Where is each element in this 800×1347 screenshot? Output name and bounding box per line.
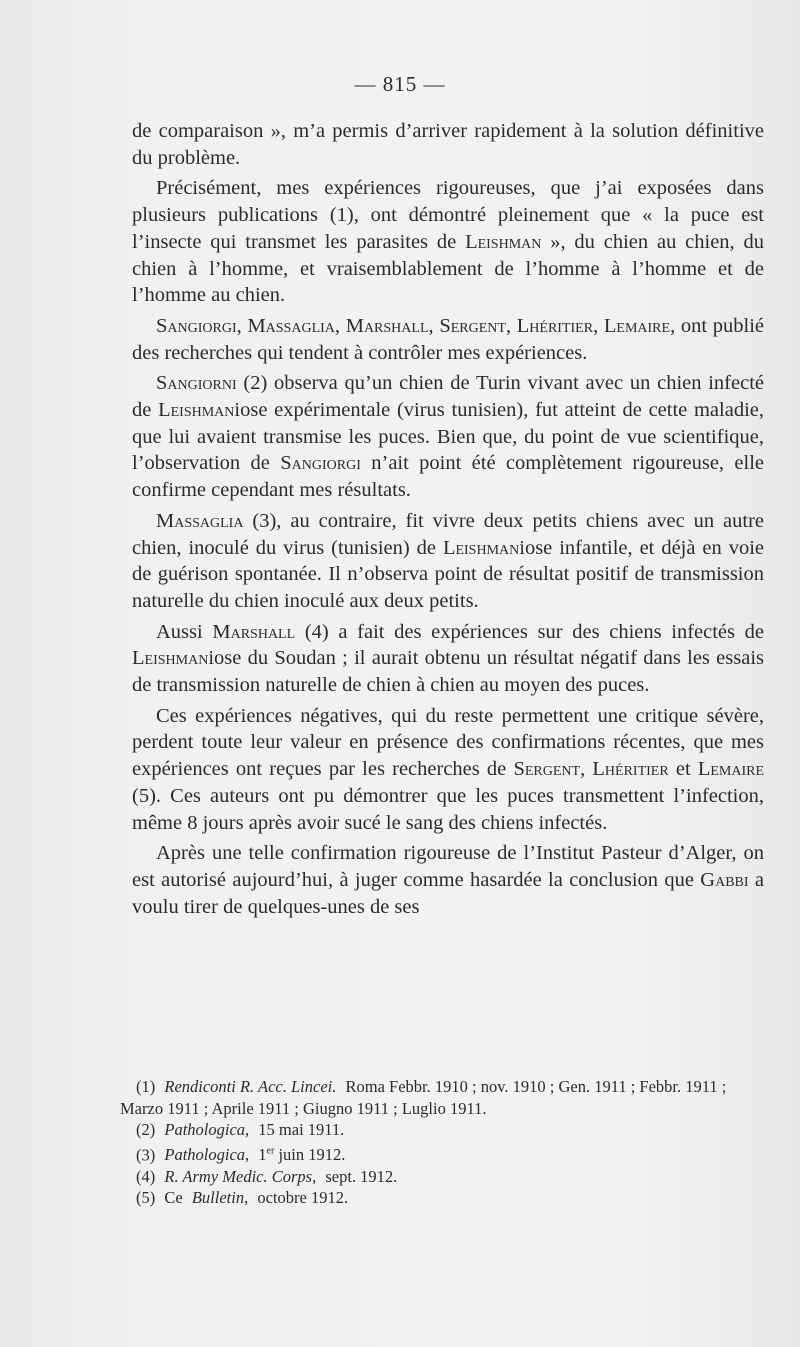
footnote-source: Pathologica, bbox=[164, 1120, 250, 1139]
footnote-number: (4) bbox=[136, 1166, 156, 1186]
footnote-source: R. Army Medic. Corps, bbox=[164, 1166, 317, 1186]
footnote-detail: sept. 1912. bbox=[325, 1166, 398, 1186]
body-text bbox=[132, 118, 764, 920]
paragraph: de comparaison », m’a permis d’arriver rapidement à la solution définitive du problème. bbox=[132, 120, 764, 169]
footnote bbox=[120, 1076, 765, 1119]
footnote-number: (5) bbox=[136, 1188, 156, 1207]
footnote-detail: 15 mai 1911. bbox=[258, 1120, 345, 1139]
footnote bbox=[120, 1187, 765, 1209]
footnote-detail: Roma Febbr. 1910 ; nov. 1910 ; Gen. 1911 ; Febbr. 1911 ; Marzo 1911 ; Aprile 1911 ; Giugno 1911 ; Luglio 1911. bbox=[120, 1077, 727, 1118]
footnote bbox=[120, 1166, 765, 1188]
paragraph: Précisément, mes expériences rigoureuses, que j’ai exposées dans plusieurs publications (1), ont démontré pleinement que « la puce est l’insecte qui transmet les parasites de Leishman », du chien au chien, du chien à l’homme, et vraisemblablement de l’homme à l’homme et de l’homme au chien. bbox=[132, 177, 764, 307]
footnote-source: Pathologica, bbox=[164, 1145, 250, 1164]
page-number: — 815 — bbox=[354, 72, 446, 96]
footnote-detail: 1er juin 1912. bbox=[258, 1145, 346, 1164]
footnote-number: (3) bbox=[136, 1145, 156, 1164]
paragraph: Après une telle confirmation rigoureuse de l’Institut Pasteur d’Alger, on est autorisé aujourd’hui, à juger comme hasardée la conclusion que Gabbi a voulu tirer de quelques-unes de ses bbox=[132, 842, 764, 918]
paragraph: Massaglia (3), au contraire, fit vivre deux petits chiens avec un autre chien, inoculé du virus (tunisien) de Leishmaniose infantile, et déjà en voie de guérison spontanée. Il n’observa point de résultat positif de transmission naturelle du chien inoculé aux deux petits. bbox=[132, 509, 764, 612]
paragraph: Ces expériences négatives, qui du reste permettent une critique sévère, perdent toute leur valeur en présence des confirmations récentes, que mes expériences ont reçues par les recherches de Sergent, Lhéritier et Lemaire (5). Ces auteurs ont pu démontrer que les puces transmettent l’infection, même 8 jours après avoir sucé le sang des chiens infectés. bbox=[132, 704, 765, 834]
footnote-source: Bulletin, bbox=[191, 1188, 249, 1207]
footnote-source: Rendiconti R. Acc. Lincei. bbox=[164, 1077, 337, 1096]
footnote-number: (1) bbox=[136, 1077, 156, 1096]
footnote-detail: octobre 1912. bbox=[257, 1188, 349, 1207]
footnotes bbox=[120, 1076, 765, 1209]
paragraph: Sangiorgi, Massaglia, Marshall, Sergent, Lhéritier, Lemaire, ont publié des recherches qui tendent à contrôler mes expériences. bbox=[132, 314, 764, 364]
footnote-number: (2) bbox=[136, 1120, 156, 1139]
paragraph: Sangiorni (2) observa qu’un chien de Turin vivant avec un chien infecté de Leishmaniose expérimentale (virus tunisien), fut atteint de cette maladie, que lui avaient transmise les puces. Bien que, du point de vue scientifique, l’observation de Sangiorgi n’ait point été complètement rigoureuse, elle confirme cependant mes résultats. bbox=[132, 372, 765, 502]
footnote-prefix: Ce bbox=[164, 1188, 183, 1207]
paragraph: Aussi Marshall (4) a fait des expériences sur des chiens infectés de Leishmaniose du Soudan ; il aurait obtenu un résultat négatif dans les essais de transmission naturelle de chien à chien au moyen des puces. bbox=[132, 620, 764, 697]
footnote bbox=[120, 1119, 765, 1141]
footnote bbox=[120, 1141, 765, 1166]
